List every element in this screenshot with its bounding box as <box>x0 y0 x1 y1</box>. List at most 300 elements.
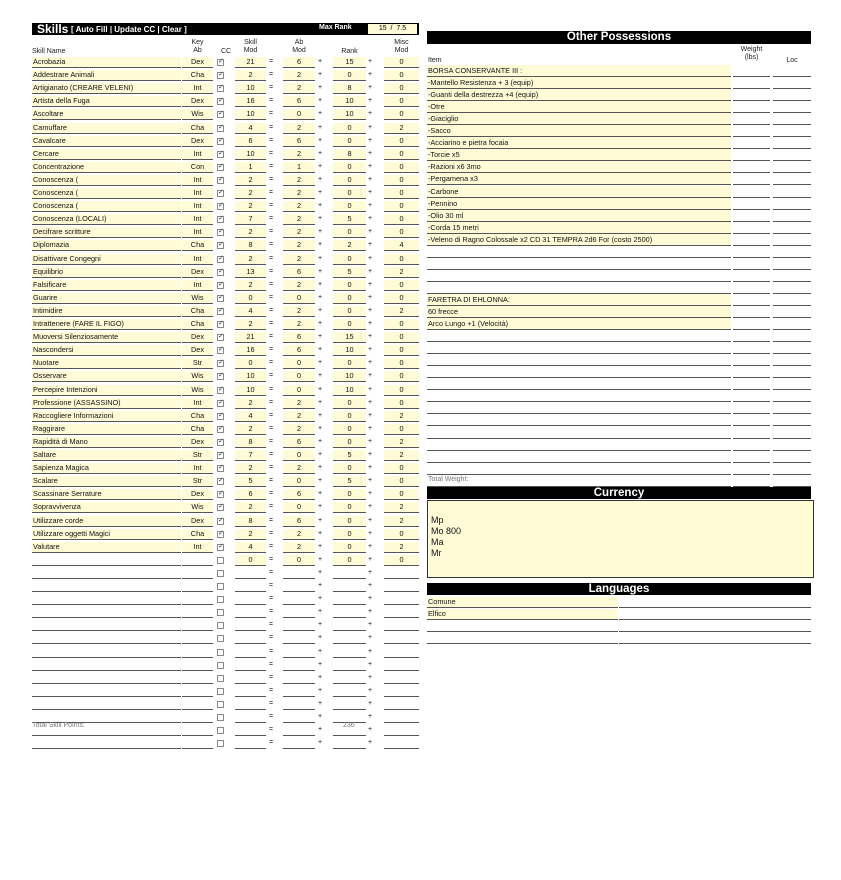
key-ability-field[interactable] <box>182 725 213 736</box>
rank-field[interactable]: 0 <box>333 516 366 527</box>
update-cc-button[interactable]: Update CC <box>114 25 156 34</box>
possession-weight-field[interactable] <box>733 378 770 390</box>
possession-weight-field[interactable] <box>733 427 770 439</box>
key-ability-field[interactable]: Wis <box>182 293 213 304</box>
class-skill-checkbox[interactable] <box>217 216 224 223</box>
misc-mod-field[interactable] <box>384 647 419 658</box>
possession-location-field[interactable] <box>773 306 811 318</box>
possession-location-field[interactable] <box>773 414 811 426</box>
key-ability-field[interactable]: Cha <box>182 411 213 422</box>
possession-location-field[interactable] <box>773 137 811 149</box>
possession-weight-field[interactable] <box>733 294 770 306</box>
misc-mod-field[interactable]: 0 <box>384 424 419 435</box>
skill-name-field[interactable]: Cercare <box>32 149 181 160</box>
misc-mod-field[interactable]: 0 <box>384 332 419 343</box>
key-ability-field[interactable]: Cha <box>182 306 213 317</box>
possession-item-field[interactable]: -Pennino <box>427 198 731 210</box>
key-ability-field[interactable]: Wis <box>182 385 213 396</box>
misc-mod-field[interactable] <box>384 673 419 684</box>
class-skill-checkbox[interactable] <box>217 72 224 79</box>
possession-weight-field[interactable] <box>733 137 770 149</box>
key-ability-field[interactable]: Dex <box>182 136 213 147</box>
rank-field[interactable]: 5 <box>333 267 366 278</box>
class-skill-checkbox[interactable] <box>217 609 224 616</box>
class-skill-checkbox[interactable] <box>217 177 224 184</box>
possession-weight-field[interactable] <box>733 161 770 173</box>
class-skill-checkbox[interactable] <box>217 740 224 747</box>
key-ability-field[interactable]: Dex <box>182 332 213 343</box>
skill-name-field[interactable]: Utilizzare oggetti Magici <box>32 529 181 540</box>
class-skill-checkbox[interactable] <box>217 662 224 669</box>
key-ability-field[interactable]: Int <box>182 542 213 553</box>
misc-mod-field[interactable] <box>384 568 419 579</box>
class-skill-checkbox[interactable] <box>217 596 224 603</box>
rank-field[interactable]: 5 <box>333 450 366 461</box>
skill-name-field[interactable]: Rapidità di Mano <box>32 437 181 448</box>
possession-location-field[interactable] <box>773 101 811 113</box>
possession-location-field[interactable] <box>773 77 811 89</box>
rank-field[interactable]: 10 <box>333 371 366 382</box>
skill-name-field[interactable] <box>32 738 181 749</box>
possession-weight-field[interactable] <box>733 414 770 426</box>
key-ability-field[interactable]: Int <box>182 254 213 265</box>
misc-mod-field[interactable]: 0 <box>384 476 419 487</box>
skill-name-field[interactable] <box>32 581 181 592</box>
key-ability-field[interactable]: Wis <box>182 371 213 382</box>
possession-item-field[interactable]: -Carbone <box>427 186 731 198</box>
key-ability-field[interactable] <box>182 673 213 684</box>
rank-field[interactable]: 0 <box>333 319 366 330</box>
misc-mod-field[interactable]: 0 <box>384 188 419 199</box>
misc-mod-field[interactable]: 0 <box>384 489 419 500</box>
possession-weight-field[interactable] <box>733 282 770 294</box>
rank-field[interactable]: 5 <box>333 476 366 487</box>
class-skill-checkbox[interactable] <box>217 583 224 590</box>
skill-name-field[interactable]: Utilizzare corde <box>32 516 181 527</box>
possession-weight-field[interactable] <box>733 439 770 451</box>
skill-name-field[interactable]: Equilibrio <box>32 267 181 278</box>
rank-field[interactable] <box>333 647 366 658</box>
possession-location-field[interactable] <box>773 65 811 77</box>
key-ability-field[interactable]: Str <box>182 358 213 369</box>
possession-item-field[interactable] <box>427 282 731 294</box>
rank-field[interactable]: 15 <box>333 57 366 68</box>
class-skill-checkbox[interactable] <box>217 269 224 276</box>
possession-weight-field[interactable] <box>733 210 770 222</box>
possession-location-field[interactable] <box>773 439 811 451</box>
rank-field[interactable] <box>333 699 366 710</box>
possession-weight-field[interactable] <box>733 246 770 258</box>
key-ability-field[interactable]: Int <box>182 227 213 238</box>
key-ability-field[interactable] <box>182 686 213 697</box>
rank-field[interactable] <box>333 673 366 684</box>
possession-location-field[interactable] <box>773 451 811 463</box>
skill-name-field[interactable] <box>32 607 181 618</box>
possession-weight-field[interactable] <box>733 222 770 234</box>
class-skill-checkbox[interactable] <box>217 570 224 577</box>
class-skill-checkbox[interactable] <box>217 164 224 171</box>
possession-location-field[interactable] <box>773 234 811 246</box>
skill-name-field[interactable]: Artigianato (CREARE VELENI) <box>32 83 181 94</box>
possession-location-field[interactable] <box>773 113 811 125</box>
possession-weight-field[interactable] <box>733 475 770 487</box>
key-ability-field[interactable]: Dex <box>182 345 213 356</box>
possession-location-field[interactable] <box>773 318 811 330</box>
possession-location-field[interactable] <box>773 258 811 270</box>
language-field[interactable]: Elfico <box>427 609 618 620</box>
possession-weight-field[interactable] <box>733 258 770 270</box>
auto-fill-button[interactable]: Auto Fill <box>75 25 108 34</box>
key-ability-field[interactable]: Con <box>182 162 213 173</box>
misc-mod-field[interactable]: 2 <box>384 306 419 317</box>
key-ability-field[interactable]: Dex <box>182 267 213 278</box>
skill-name-field[interactable]: Intrattenere (FARE IL FIGO) <box>32 319 181 330</box>
skill-name-field[interactable]: Nascondersi <box>32 345 181 356</box>
key-ability-field[interactable]: Int <box>182 463 213 474</box>
class-skill-checkbox[interactable] <box>217 321 224 328</box>
rank-field[interactable]: 5 <box>333 214 366 225</box>
possession-item-field[interactable]: 60 frecce <box>427 306 731 318</box>
language-field-extra[interactable] <box>619 597 811 608</box>
key-ability-field[interactable] <box>182 568 213 579</box>
possession-item-field[interactable] <box>427 378 731 390</box>
skill-name-field[interactable]: Artista della Fuga <box>32 96 181 107</box>
class-skill-checkbox[interactable] <box>217 531 224 538</box>
possession-item-field[interactable]: -Guanti della destrezza +4 (equip) <box>427 89 731 101</box>
possession-location-field[interactable] <box>773 161 811 173</box>
key-ability-field[interactable]: Wis <box>182 502 213 513</box>
misc-mod-field[interactable] <box>384 594 419 605</box>
misc-mod-field[interactable]: 0 <box>384 162 419 173</box>
misc-mod-field[interactable]: 0 <box>384 555 419 566</box>
class-skill-checkbox[interactable] <box>217 138 224 145</box>
possession-location-field[interactable] <box>773 330 811 342</box>
class-skill-checkbox[interactable] <box>217 373 224 380</box>
misc-mod-field[interactable]: 0 <box>384 463 419 474</box>
possession-location-field[interactable] <box>773 210 811 222</box>
possession-location-field[interactable] <box>773 294 811 306</box>
possession-location-field[interactable] <box>773 89 811 101</box>
misc-mod-field[interactable]: 0 <box>384 254 419 265</box>
key-ability-field[interactable] <box>182 660 213 671</box>
misc-mod-field[interactable]: 2 <box>384 502 419 513</box>
class-skill-checkbox[interactable] <box>217 557 224 564</box>
misc-mod-field[interactable]: 0 <box>384 280 419 291</box>
rank-field[interactable]: 8 <box>333 83 366 94</box>
class-skill-checkbox[interactable] <box>217 478 224 485</box>
class-skill-checkbox[interactable] <box>217 413 224 420</box>
possession-location-field[interactable] <box>773 475 811 487</box>
rank-field[interactable]: 0 <box>333 227 366 238</box>
possession-location-field[interactable] <box>773 198 811 210</box>
skill-name-field[interactable]: Osservare <box>32 371 181 382</box>
skill-name-field[interactable]: Sopravvivenza <box>32 502 181 513</box>
key-ability-field[interactable]: Wis <box>182 109 213 120</box>
rank-field[interactable]: 10 <box>333 385 366 396</box>
possession-weight-field[interactable] <box>733 113 770 125</box>
rank-field[interactable] <box>333 607 366 618</box>
misc-mod-field[interactable]: 0 <box>384 109 419 120</box>
possession-location-field[interactable] <box>773 186 811 198</box>
skill-name-field[interactable]: Acrobazia <box>32 57 181 68</box>
possession-location-field[interactable] <box>773 427 811 439</box>
possession-location-field[interactable] <box>773 282 811 294</box>
rank-field[interactable] <box>333 594 366 605</box>
skill-name-field[interactable]: Diplomazia <box>32 240 181 251</box>
skill-name-field[interactable]: Professione (ASSASSINO) <box>32 398 181 409</box>
key-ability-field[interactable]: Int <box>182 201 213 212</box>
misc-mod-field[interactable] <box>384 725 419 736</box>
language-field[interactable] <box>427 633 618 644</box>
misc-mod-field[interactable]: 0 <box>384 371 419 382</box>
skill-name-field[interactable]: Conoscenza ( <box>32 188 181 199</box>
rank-field[interactable]: 0 <box>333 188 366 199</box>
rank-field[interactable]: 2 <box>333 240 366 251</box>
misc-mod-field[interactable] <box>384 738 419 749</box>
class-skill-checkbox[interactable] <box>217 151 224 158</box>
key-ability-field[interactable]: Dex <box>182 96 213 107</box>
misc-mod-field[interactable]: 0 <box>384 70 419 81</box>
possession-item-field[interactable]: -Olio 30 ml <box>427 210 731 222</box>
class-skill-checkbox[interactable] <box>217 203 224 210</box>
key-ability-field[interactable]: Int <box>182 83 213 94</box>
skill-name-field[interactable]: Conoscenza (LOCALI) <box>32 214 181 225</box>
possession-weight-field[interactable] <box>733 77 770 89</box>
language-field-extra[interactable] <box>619 633 811 644</box>
clear-button[interactable]: Clear <box>161 25 182 34</box>
misc-mod-field[interactable]: 2 <box>384 411 419 422</box>
skill-name-field[interactable]: Scassinare Serrature <box>32 489 181 500</box>
misc-mod-field[interactable]: 0 <box>384 175 419 186</box>
class-skill-checkbox[interactable] <box>217 622 224 629</box>
possession-item-field[interactable]: -Acciarino e pietra focaia <box>427 137 731 149</box>
key-ability-field[interactable] <box>182 633 213 644</box>
key-ability-field[interactable]: Dex <box>182 437 213 448</box>
key-ability-field[interactable]: Int <box>182 149 213 160</box>
misc-mod-field[interactable] <box>384 607 419 618</box>
key-ability-field[interactable]: Cha <box>182 424 213 435</box>
misc-mod-field[interactable] <box>384 686 419 697</box>
key-ability-field[interactable]: Cha <box>182 240 213 251</box>
class-skill-checkbox[interactable] <box>217 308 224 315</box>
key-ability-field[interactable] <box>182 594 213 605</box>
skill-name-field[interactable]: Scalare <box>32 476 181 487</box>
possession-item-field[interactable] <box>427 427 731 439</box>
possession-item-field[interactable]: -Razioni x6 3mo <box>427 161 731 173</box>
rank-field[interactable] <box>333 660 366 671</box>
class-skill-checkbox[interactable] <box>217 452 224 459</box>
possession-location-field[interactable] <box>773 366 811 378</box>
key-ability-field[interactable]: Int <box>182 398 213 409</box>
possession-weight-field[interactable] <box>733 342 770 354</box>
rank-field[interactable]: 0 <box>333 254 366 265</box>
misc-mod-field[interactable]: 0 <box>384 385 419 396</box>
possession-item-field[interactable]: -Otre <box>427 101 731 113</box>
rank-field[interactable]: 10 <box>333 96 366 107</box>
class-skill-checkbox[interactable] <box>217 727 224 734</box>
misc-mod-field[interactable]: 4 <box>384 240 419 251</box>
rank-field[interactable]: 0 <box>333 529 366 540</box>
misc-mod-field[interactable]: 2 <box>384 516 419 527</box>
possession-weight-field[interactable] <box>733 173 770 185</box>
rank-field[interactable] <box>333 581 366 592</box>
skill-name-field[interactable]: Concentrazione <box>32 162 181 173</box>
misc-mod-field[interactable] <box>384 620 419 631</box>
rank-field[interactable]: 0 <box>333 175 366 186</box>
key-ability-field[interactable]: Cha <box>182 70 213 81</box>
possession-location-field[interactable] <box>773 125 811 137</box>
class-skill-checkbox[interactable] <box>217 347 224 354</box>
possession-weight-field[interactable] <box>733 390 770 402</box>
class-skill-checkbox[interactable] <box>217 295 224 302</box>
key-ability-field[interactable]: Int <box>182 214 213 225</box>
class-skill-checkbox[interactable] <box>217 465 224 472</box>
class-skill-checkbox[interactable] <box>217 256 224 263</box>
possession-item-field[interactable] <box>427 402 731 414</box>
rank-field[interactable]: 0 <box>333 555 366 566</box>
possession-item-field[interactable] <box>427 475 731 487</box>
skill-name-field[interactable]: Nuotare <box>32 358 181 369</box>
possession-weight-field[interactable] <box>733 234 770 246</box>
class-skill-checkbox[interactable] <box>217 544 224 551</box>
possession-item-field[interactable] <box>427 246 731 258</box>
possession-item-field[interactable]: -Corda 15 metri <box>427 222 731 234</box>
possession-item-field[interactable] <box>427 330 731 342</box>
possession-item-field[interactable] <box>427 390 731 402</box>
rank-field[interactable]: 0 <box>333 398 366 409</box>
rank-field[interactable] <box>333 620 366 631</box>
rank-field[interactable]: 0 <box>333 306 366 317</box>
misc-mod-field[interactable]: 0 <box>384 149 419 160</box>
class-skill-checkbox[interactable] <box>217 400 224 407</box>
possession-location-field[interactable] <box>773 342 811 354</box>
rank-field[interactable]: 15 <box>333 332 366 343</box>
rank-field[interactable]: 0 <box>333 463 366 474</box>
misc-mod-field[interactable]: 2 <box>384 437 419 448</box>
rank-field[interactable] <box>333 686 366 697</box>
possession-weight-field[interactable] <box>733 354 770 366</box>
possession-weight-field[interactable] <box>733 270 770 282</box>
key-ability-field[interactable]: Dex <box>182 489 213 500</box>
class-skill-checkbox[interactable] <box>217 504 224 511</box>
key-ability-field[interactable]: Int <box>182 175 213 186</box>
possession-item-field[interactable] <box>427 463 731 475</box>
key-ability-field[interactable] <box>182 555 213 566</box>
possession-location-field[interactable] <box>773 246 811 258</box>
possession-weight-field[interactable] <box>733 149 770 161</box>
class-skill-checkbox[interactable] <box>217 85 224 92</box>
possession-item-field[interactable] <box>427 366 731 378</box>
rank-field[interactable]: 0 <box>333 411 366 422</box>
possession-item-field[interactable] <box>427 354 731 366</box>
possession-item-field[interactable] <box>427 439 731 451</box>
misc-mod-field[interactable]: 2 <box>384 542 419 553</box>
class-skill-checkbox[interactable] <box>217 111 224 118</box>
skill-name-field[interactable]: Intimidire <box>32 306 181 317</box>
possession-item-field[interactable]: -Torcie x5 <box>427 149 731 161</box>
skill-name-field[interactable]: Valutare <box>32 542 181 553</box>
rank-field[interactable]: 0 <box>333 123 366 134</box>
skill-name-field[interactable]: Ascoltare <box>32 109 181 120</box>
rank-field[interactable] <box>333 568 366 579</box>
possession-item-field[interactable]: Arco Lungo +1 (Velocità) <box>427 318 731 330</box>
key-ability-field[interactable]: Int <box>182 188 213 199</box>
possession-item-field[interactable]: -Sacco <box>427 125 731 137</box>
key-ability-field[interactable] <box>182 699 213 710</box>
skill-name-field[interactable]: Addestrare Animali <box>32 70 181 81</box>
skill-name-field[interactable]: Camuffare <box>32 123 181 134</box>
skill-name-field[interactable] <box>32 647 181 658</box>
skill-name-field[interactable]: Conoscenza ( <box>32 201 181 212</box>
possession-weight-field[interactable] <box>733 366 770 378</box>
rank-field[interactable]: 0 <box>333 489 366 500</box>
possession-location-field[interactable] <box>773 402 811 414</box>
class-skill-checkbox[interactable] <box>217 59 224 66</box>
class-skill-checkbox[interactable] <box>217 649 224 656</box>
possession-weight-field[interactable] <box>733 186 770 198</box>
misc-mod-field[interactable]: 0 <box>384 227 419 238</box>
currency-field[interactable] <box>427 500 814 578</box>
possession-weight-field[interactable] <box>733 318 770 330</box>
rank-field[interactable]: 0 <box>333 70 366 81</box>
class-skill-checkbox[interactable] <box>217 98 224 105</box>
key-ability-field[interactable] <box>182 738 213 749</box>
key-ability-field[interactable]: Dex <box>182 516 213 527</box>
misc-mod-field[interactable] <box>384 660 419 671</box>
misc-mod-field[interactable]: 0 <box>384 358 419 369</box>
misc-mod-field[interactable]: 0 <box>384 57 419 68</box>
misc-mod-field[interactable] <box>384 633 419 644</box>
possession-location-field[interactable] <box>773 463 811 475</box>
rank-field[interactable]: 0 <box>333 358 366 369</box>
skill-name-field[interactable]: Saltare <box>32 450 181 461</box>
key-ability-field[interactable] <box>182 607 213 618</box>
possession-location-field[interactable] <box>773 354 811 366</box>
possession-weight-field[interactable] <box>733 101 770 113</box>
class-skill-checkbox[interactable] <box>217 675 224 682</box>
class-skill-checkbox[interactable] <box>217 635 224 642</box>
skill-name-field[interactable]: Decifrare scritture <box>32 227 181 238</box>
rank-field[interactable]: 0 <box>333 437 366 448</box>
possession-location-field[interactable] <box>773 390 811 402</box>
skill-name-field[interactable]: Muoversi Silenziosamente <box>32 332 181 343</box>
rank-field[interactable]: 0 <box>333 502 366 513</box>
key-ability-field[interactable] <box>182 620 213 631</box>
class-skill-checkbox[interactable] <box>217 688 224 695</box>
skill-name-field[interactable] <box>32 555 181 566</box>
skill-name-field[interactable]: Disattivare Congegni <box>32 254 181 265</box>
misc-mod-field[interactable]: 0 <box>384 136 419 147</box>
class-skill-checkbox[interactable] <box>217 714 224 721</box>
misc-mod-field[interactable]: 0 <box>384 214 419 225</box>
rank-field[interactable]: 10 <box>333 109 366 120</box>
misc-mod-field[interactable]: 0 <box>384 83 419 94</box>
possession-item-field[interactable]: -Giaciglio <box>427 113 731 125</box>
possession-location-field[interactable] <box>773 149 811 161</box>
rank-field[interactable] <box>333 738 366 749</box>
class-skill-checkbox[interactable] <box>217 426 224 433</box>
key-ability-field[interactable]: Dex <box>182 57 213 68</box>
possession-location-field[interactable] <box>773 378 811 390</box>
misc-mod-field[interactable]: 0 <box>384 529 419 540</box>
possession-weight-field[interactable] <box>733 330 770 342</box>
skill-name-field[interactable] <box>32 620 181 631</box>
possession-item-field[interactable]: FARETRA DI EHLONNA: <box>427 294 731 306</box>
rank-field[interactable]: 0 <box>333 162 366 173</box>
key-ability-field[interactable]: Cha <box>182 319 213 330</box>
class-skill-checkbox[interactable] <box>217 125 224 132</box>
misc-mod-field[interactable]: 2 <box>384 450 419 461</box>
